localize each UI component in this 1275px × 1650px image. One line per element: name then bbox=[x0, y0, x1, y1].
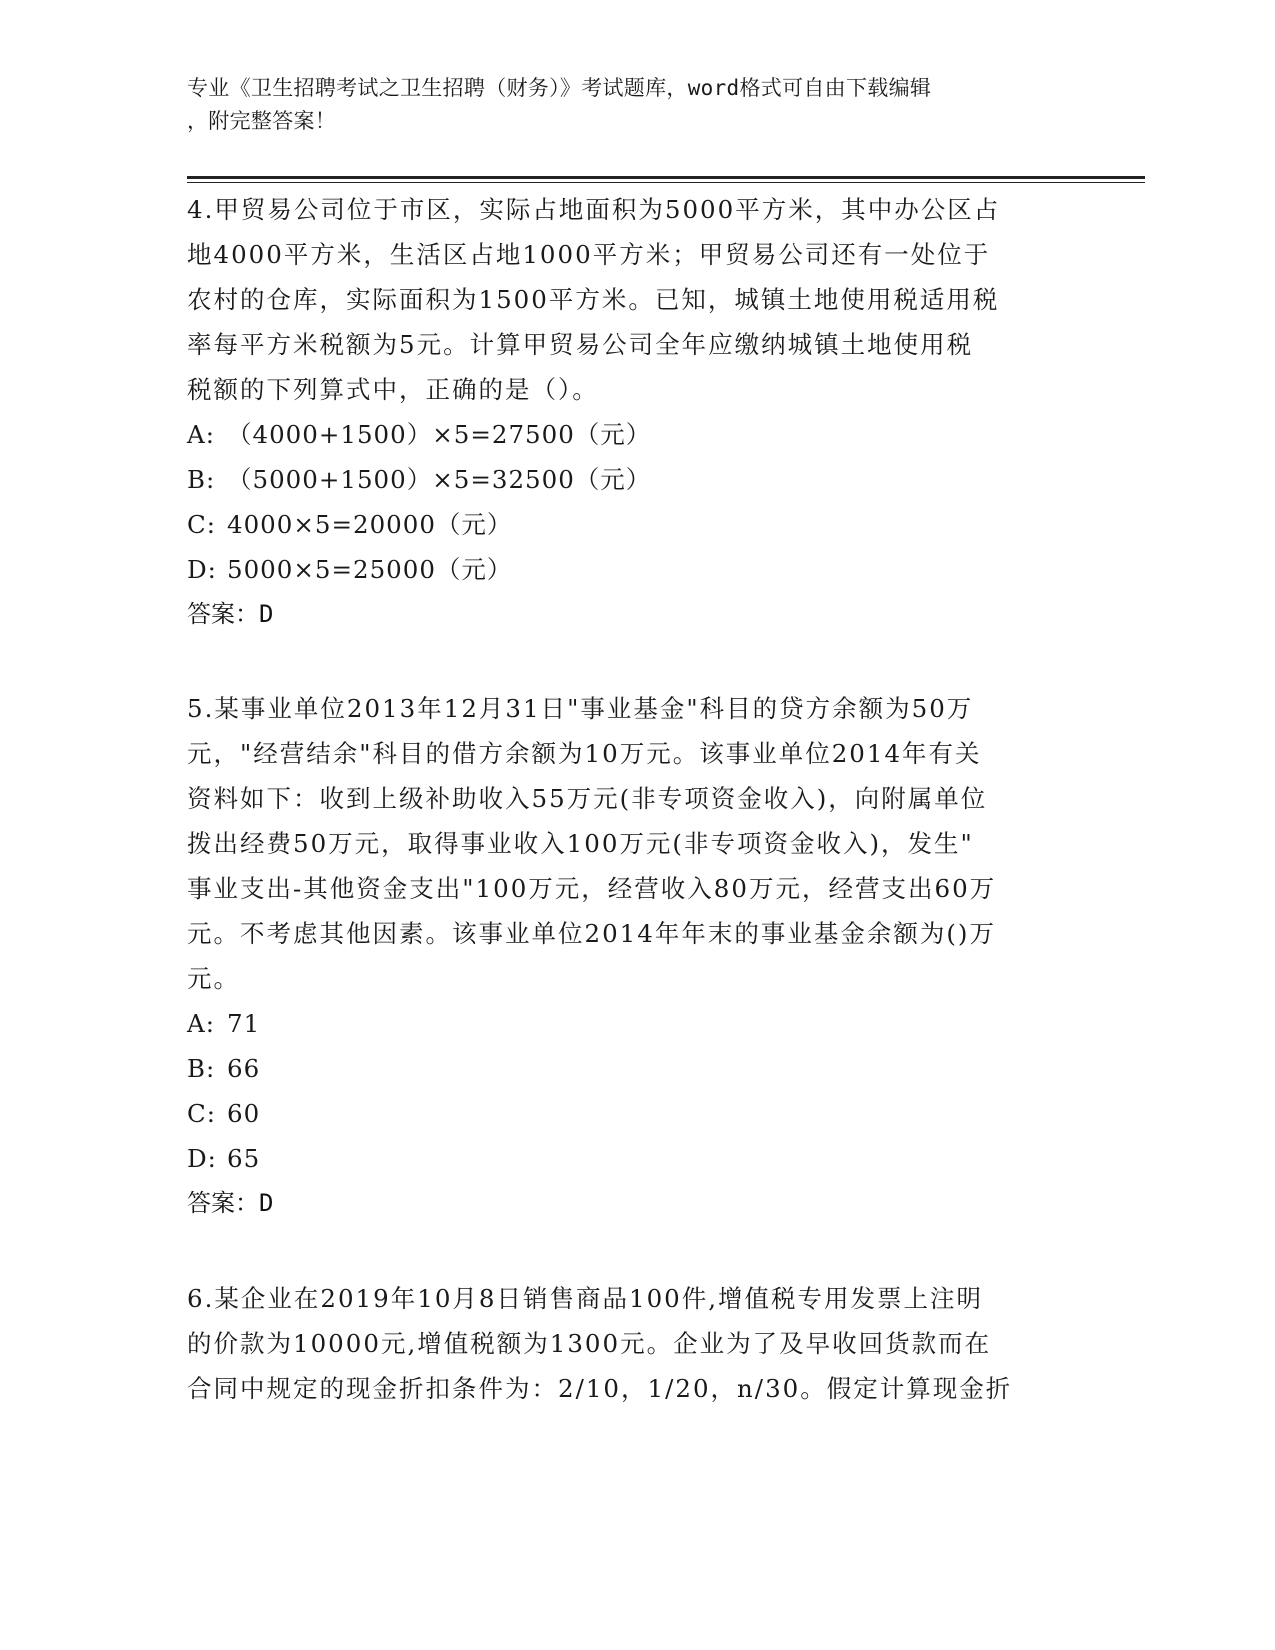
document-header bbox=[187, 72, 1067, 138]
question-stem-line: 5.某事业单位2013年12月31日"事业基金"科目的贷方余额为50万 bbox=[187, 694, 974, 723]
option-text: 71 bbox=[227, 1009, 261, 1038]
answer-label: 答案：D bbox=[187, 1189, 274, 1217]
option-c bbox=[187, 1091, 1087, 1136]
option-text: 5000×5=25000（元） bbox=[227, 555, 513, 584]
question-stem-line: 6.某企业在2019年10月8日销售商品100件,增值税专用发票上注明 bbox=[187, 1284, 984, 1313]
question-stem-line: 资料如下：收到上级补助收入55万元(非专项资金收入)，向附属单位 bbox=[187, 784, 988, 813]
question-stem-line: 的价款为10000元,增值税额为1300元。企业为了及早收回货款而在 bbox=[187, 1329, 992, 1358]
header-line-2: ，附完整答案！ bbox=[187, 109, 337, 133]
option-key: C: bbox=[187, 1099, 217, 1128]
option-text: （4000+1500）×5=27500（元） bbox=[227, 420, 652, 449]
option-b bbox=[187, 457, 1087, 502]
option-text: 66 bbox=[227, 1054, 261, 1083]
question-6 bbox=[187, 1276, 1087, 1411]
option-text: 4000×5=20000（元） bbox=[227, 510, 513, 539]
header-line-1: 专业《卫生招聘考试之卫生招聘（财务）》考试题库，word格式可自由下载编辑 bbox=[187, 76, 932, 100]
option-key: A: bbox=[187, 420, 215, 449]
option-key: A: bbox=[187, 1009, 215, 1038]
option-key: D: bbox=[187, 555, 217, 584]
option-a bbox=[187, 1001, 1087, 1046]
question-stem-line: 元，"经营结余"科目的借方余额为10万元。该事业单位2014年有关 bbox=[187, 739, 982, 768]
question-stem-line: 合同中规定的现金折扣条件为：2/10，1/20，n/30。假定计算现金折 bbox=[187, 1374, 1013, 1403]
question-stem-line: 地4000平方米，生活区占地1000平方米；甲贸易公司还有一处位于 bbox=[187, 240, 991, 269]
option-key: B: bbox=[187, 1054, 216, 1083]
option-d bbox=[187, 1136, 1087, 1181]
header-divider-thin bbox=[187, 182, 1145, 183]
question-stem-line: 农村的仓库，实际面积为1500平方米。已知，城镇土地使用税适用税 bbox=[187, 285, 1000, 314]
option-b bbox=[187, 1046, 1087, 1091]
question-stem-line: 事业支出-其他资金支出"100万元，经营收入80万元，经营支出60万 bbox=[187, 874, 997, 903]
option-key: D: bbox=[187, 1144, 217, 1173]
question-5 bbox=[187, 686, 1087, 1226]
option-d bbox=[187, 547, 1087, 592]
option-key: B: bbox=[187, 465, 216, 494]
option-a bbox=[187, 412, 1087, 457]
question-stem-line: 4.甲贸易公司位于市区，实际占地面积为5000平方米，其中办公区占 bbox=[187, 195, 1001, 224]
question-stem-line: 税额的下列算式中，正确的是（）。 bbox=[187, 375, 599, 404]
question-stem-line: 元。 bbox=[187, 964, 240, 993]
option-text: 60 bbox=[227, 1099, 261, 1128]
option-text: 65 bbox=[227, 1144, 261, 1173]
option-text: （5000+1500）×5=32500（元） bbox=[227, 465, 652, 494]
question-4 bbox=[187, 187, 1087, 637]
option-key: C: bbox=[187, 510, 217, 539]
option-c bbox=[187, 502, 1087, 547]
question-stem-line: 元。不考虑其他因素。该事业单位2014年年末的事业基金余额为()万 bbox=[187, 919, 996, 948]
question-stem-line: 拨出经费50万元，取得事业收入100万元(非专项资金收入)，发生" bbox=[187, 829, 974, 858]
answer-label: 答案：D bbox=[187, 600, 274, 628]
question-stem-line: 率每平方米税额为5元。计算甲贸易公司全年应缴纳城镇土地使用税 bbox=[187, 330, 974, 359]
header-divider bbox=[187, 176, 1145, 179]
